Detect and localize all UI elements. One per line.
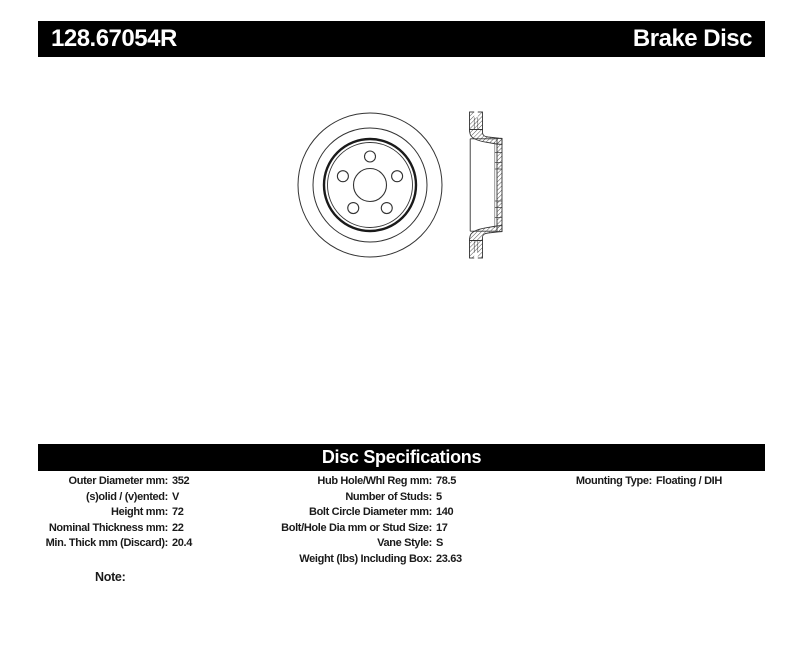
spec-row <box>260 536 542 552</box>
spec-section-title: Disc Specifications <box>321 447 482 467</box>
spec-label: Bolt Circle Diameter mm: <box>308 506 432 519</box>
cross-section-view <box>470 111 503 258</box>
spec-label: Mounting Type: <box>575 475 652 487</box>
spec-value: S <box>436 537 443 550</box>
spec-label: Hub Hole/Whl Reg mm: <box>317 475 432 487</box>
spec-label: Outer Diameter mm: <box>68 475 168 487</box>
front-view <box>298 113 442 257</box>
note-label: Note: <box>95 570 126 584</box>
spec-label: (s)olid / (v)ented: <box>86 490 168 503</box>
spec-row <box>260 552 542 568</box>
spec-label: Bolt/Hole Dia mm or Stud Size: <box>281 521 432 534</box>
spec-column-left <box>28 474 260 568</box>
product-type-title: Brake Disc <box>632 25 752 52</box>
spec-row <box>28 474 260 490</box>
spec-row <box>260 521 542 537</box>
spec-value: 22 <box>172 521 184 534</box>
header-bar <box>38 21 765 57</box>
spec-label: Weight (lbs) Including Box: <box>299 552 432 565</box>
spec-label: Height mm: <box>110 506 168 519</box>
spec-value: 23.63 <box>436 552 462 565</box>
spec-value: 352 <box>172 475 190 487</box>
spec-value: V <box>172 490 179 503</box>
spec-value: 5 <box>436 490 442 503</box>
spec-row <box>542 474 782 490</box>
spec-row <box>28 490 260 506</box>
spec-value: 17 <box>436 521 448 534</box>
spec-row <box>260 490 542 506</box>
spec-value: 78.5 <box>436 475 457 487</box>
spec-label: Min. Thick mm (Discard): <box>45 537 168 550</box>
part-number: 128.67054R <box>51 25 177 52</box>
stud-holes <box>337 151 402 214</box>
spec-row <box>28 521 260 537</box>
spec-label: Nominal Thickness mm: <box>48 521 168 534</box>
spec-row <box>28 536 260 552</box>
spec-value: 20.4 <box>172 537 193 550</box>
spec-row <box>260 474 542 490</box>
brake-disc-technical-drawing <box>280 90 520 290</box>
spec-row <box>260 505 542 521</box>
spec-value: Floating / DIH <box>656 475 722 487</box>
spec-label: Number of Studs: <box>345 490 432 503</box>
spec-section-bar <box>38 444 765 471</box>
spec-value: 72 <box>172 506 184 519</box>
spec-value: 140 <box>436 506 454 519</box>
spec-row <box>28 505 260 521</box>
spec-column-right <box>542 474 782 568</box>
hub-hole <box>354 169 387 202</box>
specifications-table <box>28 474 782 568</box>
spec-label: Vane Style: <box>377 537 432 550</box>
spec-column-middle <box>260 474 542 568</box>
